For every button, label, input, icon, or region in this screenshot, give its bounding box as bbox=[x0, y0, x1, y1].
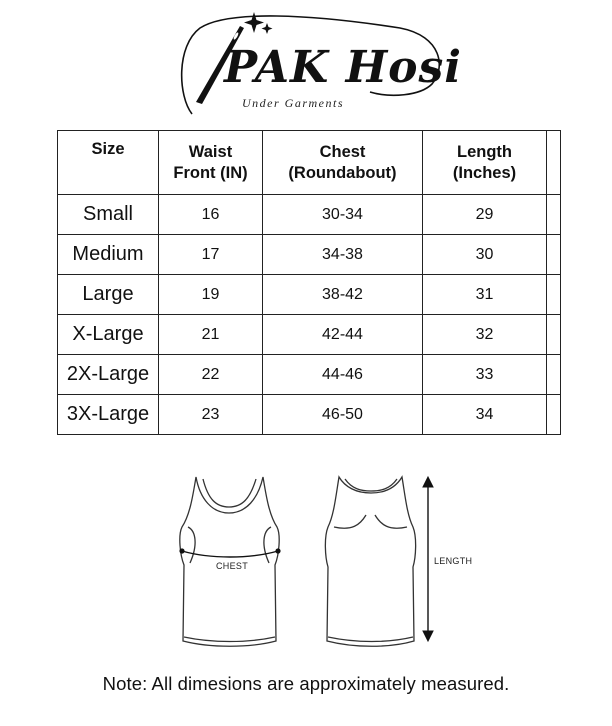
measurement-note: Note: All dimesions are approximately measured. bbox=[102, 673, 510, 694]
table-row bbox=[58, 395, 561, 435]
chest-marker bbox=[179, 548, 184, 553]
chest-marker bbox=[275, 548, 280, 553]
cell-waist: 23 bbox=[159, 395, 263, 435]
cell-chest: 30-34 bbox=[263, 195, 423, 235]
cell-empty bbox=[547, 275, 561, 315]
header-chest: Chest (Roundabout) bbox=[263, 131, 423, 195]
cell-chest: 46-50 bbox=[263, 395, 423, 435]
table-row bbox=[58, 315, 561, 355]
measurement-diagram bbox=[0, 465, 612, 655]
cell-size: 2X-Large bbox=[58, 355, 159, 395]
cell-length: 33 bbox=[423, 355, 547, 395]
cell-length: 31 bbox=[423, 275, 547, 315]
cell-size: Large bbox=[58, 275, 159, 315]
cell-length: 29 bbox=[423, 195, 547, 235]
sparkle-icon bbox=[244, 12, 264, 33]
cell-size: Small bbox=[58, 195, 159, 235]
cell-length: 34 bbox=[423, 395, 547, 435]
cell-size: X-Large bbox=[58, 315, 159, 355]
brand-logo bbox=[170, 6, 460, 118]
cell-size: 3X-Large bbox=[58, 395, 159, 435]
cell-chest: 34-38 bbox=[263, 235, 423, 275]
cell-waist: 19 bbox=[159, 275, 263, 315]
table-row bbox=[58, 275, 561, 315]
cell-size: Medium bbox=[58, 235, 159, 275]
header-waist: Waist Front (IN) bbox=[159, 131, 263, 195]
table-row bbox=[58, 195, 561, 235]
header-size: Size bbox=[58, 131, 159, 195]
cell-chest: 38-42 bbox=[263, 275, 423, 315]
sparkle-icon bbox=[262, 23, 273, 34]
header-length: Length (Inches) bbox=[423, 131, 547, 195]
cell-waist: 22 bbox=[159, 355, 263, 395]
table-row bbox=[58, 235, 561, 275]
length-label: LENGTH bbox=[434, 556, 473, 566]
table-header-row bbox=[58, 131, 561, 195]
brand-tagline: Under Garments bbox=[242, 96, 344, 110]
cell-length: 30 bbox=[423, 235, 547, 275]
cell-length: 32 bbox=[423, 315, 547, 355]
cell-empty bbox=[547, 235, 561, 275]
cell-chest: 42-44 bbox=[263, 315, 423, 355]
cell-empty bbox=[547, 355, 561, 395]
cell-empty bbox=[547, 315, 561, 355]
header-empty bbox=[547, 131, 561, 195]
cell-waist: 17 bbox=[159, 235, 263, 275]
size-chart-table bbox=[57, 130, 561, 435]
cell-waist: 16 bbox=[159, 195, 263, 235]
length-measure-arrow bbox=[423, 477, 433, 641]
cell-waist: 21 bbox=[159, 315, 263, 355]
vest-back-illustration bbox=[325, 477, 415, 646]
chest-label: CHEST bbox=[216, 561, 249, 571]
cell-chest: 44-46 bbox=[263, 355, 423, 395]
cell-empty bbox=[547, 195, 561, 235]
table-row bbox=[58, 355, 561, 395]
brand-name: PAK Hosi bbox=[224, 42, 462, 93]
cell-empty bbox=[547, 395, 561, 435]
